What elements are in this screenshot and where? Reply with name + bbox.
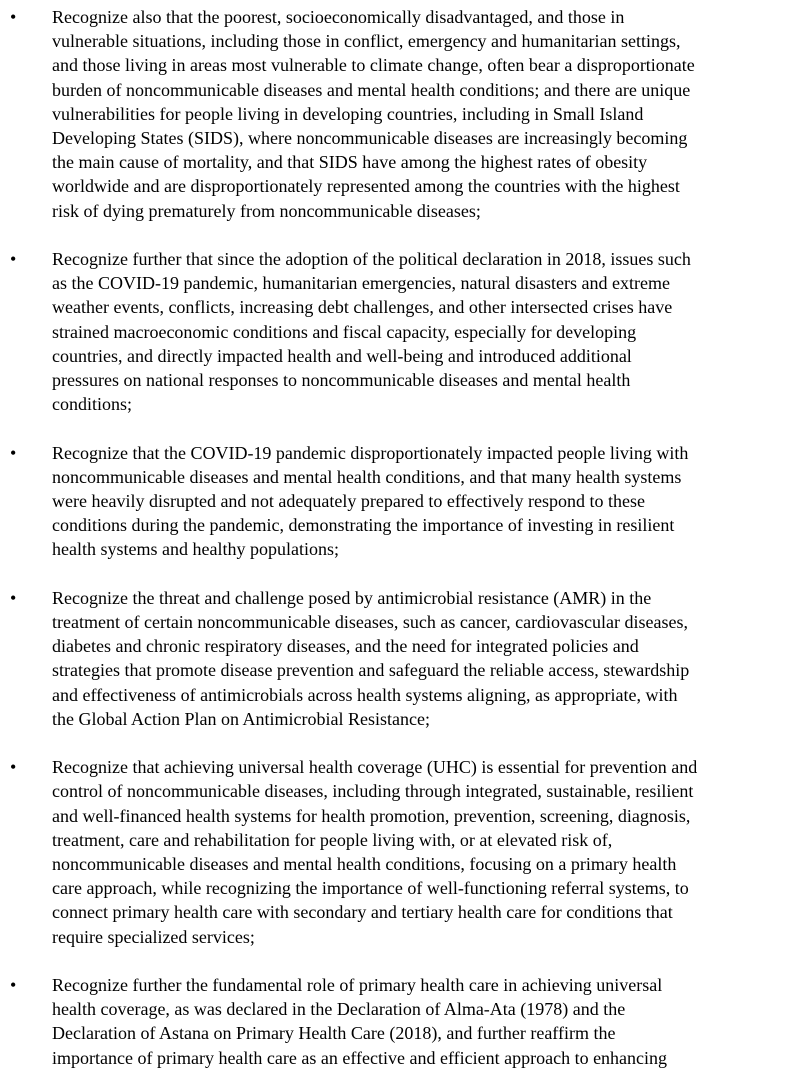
bullet-paragraph	[0, 755, 790, 949]
paragraph-line: noncommunicable diseases and mental health conditions, focusing on a primary health	[52, 854, 677, 875]
paragraph-line: vulnerabilities for people living in developing countries, including in Small Island	[52, 103, 644, 124]
paragraph-line: Declaration of Astana on Primary Health Care (2018), and further reaffirm the	[52, 1023, 616, 1044]
paragraph-line: were heavily disrupted and not adequately prepared to effectively respond to these	[52, 491, 645, 512]
paragraph-line: care approach, while recognizing the importance of well-functioning referral systems, to	[52, 878, 689, 899]
paragraph-line: connect primary health care with secondary and tertiary health care for conditions that	[52, 902, 673, 923]
bullet-icon: •	[10, 975, 17, 996]
paragraph-line: pressures on national responses to noncommunicable diseases and mental health	[52, 370, 631, 391]
paragraph-line: and effectiveness of antimicrobials across health systems aligning, as appropriate, with	[52, 684, 678, 705]
bullet-paragraph	[0, 586, 790, 731]
paragraph-line: vulnerable situations, including those in conflict, emergency and humanitarian settings,	[52, 31, 681, 52]
paragraph-line: Recognize further the fundamental role of primary health care in achieving universal	[52, 975, 663, 996]
paragraph-line: Recognize that achieving universal health coverage (UHC) is essential for prevention and	[52, 757, 698, 778]
paragraph-line: treatment, care and rehabilitation for people living with, or at elevated risk of,	[52, 829, 613, 850]
bullet-paragraph	[0, 973, 790, 1070]
paragraph-line: strategies that promote disease prevention and safeguard the reliable access, stewardship	[52, 660, 690, 681]
paragraph-line: treatment of certain noncommunicable diseases, such as cancer, cardiovascular diseases,	[52, 612, 689, 633]
paragraph-line: and well-financed health systems for health promotion, prevention, screening, diagnosis,	[52, 805, 691, 826]
paragraph-line: Recognize the threat and challenge posed by antimicrobial resistance (AMR) in the	[52, 587, 652, 608]
paragraph-line: importance of primary health care as an effective and efficient approach to enhancing	[52, 1047, 668, 1068]
paragraph-line: Developing States (SIDS), where noncommunicable diseases are increasingly becoming	[52, 128, 688, 149]
paragraph-line: worldwide and are disproportionately represented among the countries with the highest	[52, 176, 680, 197]
paragraph-line: control of noncommunicable diseases, including through integrated, sustainable, resilient	[52, 781, 694, 802]
bullet-icon: •	[10, 7, 17, 27]
paragraph-line: require specialized services;	[52, 926, 255, 947]
bullet-icon: •	[10, 249, 17, 270]
bullet-paragraph	[0, 5, 790, 223]
paragraph-line: burden of noncommunicable diseases and mental health conditions; and there are unique	[52, 79, 691, 100]
bullet-icon: •	[10, 757, 17, 778]
paragraph-line: as the COVID-19 pandemic, humanitarian emergencies, natural disasters and extreme	[52, 273, 670, 294]
bullet-icon: •	[10, 442, 17, 463]
paragraph-line: Recognize further that since the adoption of the political declaration in 2018, issues such	[52, 249, 691, 270]
paragraph-line: risk of dying prematurely from noncommunicable diseases;	[52, 200, 481, 221]
paragraph-line: noncommunicable diseases and mental health conditions, and that many health systems	[52, 466, 682, 487]
paragraph-line: countries, and directly impacted health and well-being and introduced additional	[52, 345, 632, 366]
paragraph-line: Recognize also that the poorest, socioeconomically disadvantaged, and those in	[52, 7, 625, 27]
paragraph-line: weather events, conflicts, increasing debt challenges, and other intersected crises have	[52, 297, 673, 318]
paragraph-line: strained macroeconomic conditions and fiscal capacity, especially for developing	[52, 321, 637, 342]
paragraph-line: Recognize that the COVID-19 pandemic disproportionately impacted people living with	[52, 442, 689, 463]
paragraph-line: diabetes and chronic respiratory diseases, and the need for integrated policies and	[52, 636, 639, 657]
paragraph-line: health coverage, as was declared in the Declaration of Alma-Ata (1978) and the	[52, 999, 626, 1020]
bullet-icon: •	[10, 587, 17, 608]
bullet-paragraph	[0, 247, 790, 416]
paragraph-line: conditions;	[52, 394, 132, 415]
paragraph-line: and those living in areas most vulnerable to climate change, often bear a disproportionate	[52, 55, 695, 76]
paragraph-line: conditions during the pandemic, demonstrating the importance of investing in resilient	[52, 515, 675, 536]
bullet-paragraph	[0, 441, 790, 562]
paragraph-line: the main cause of mortality, and that SIDS have among the highest rates of obesity	[52, 152, 648, 173]
paragraph-line: health systems and healthy populations;	[52, 539, 339, 560]
paragraph-line: the Global Action Plan on Antimicrobial Resistance;	[52, 708, 430, 729]
